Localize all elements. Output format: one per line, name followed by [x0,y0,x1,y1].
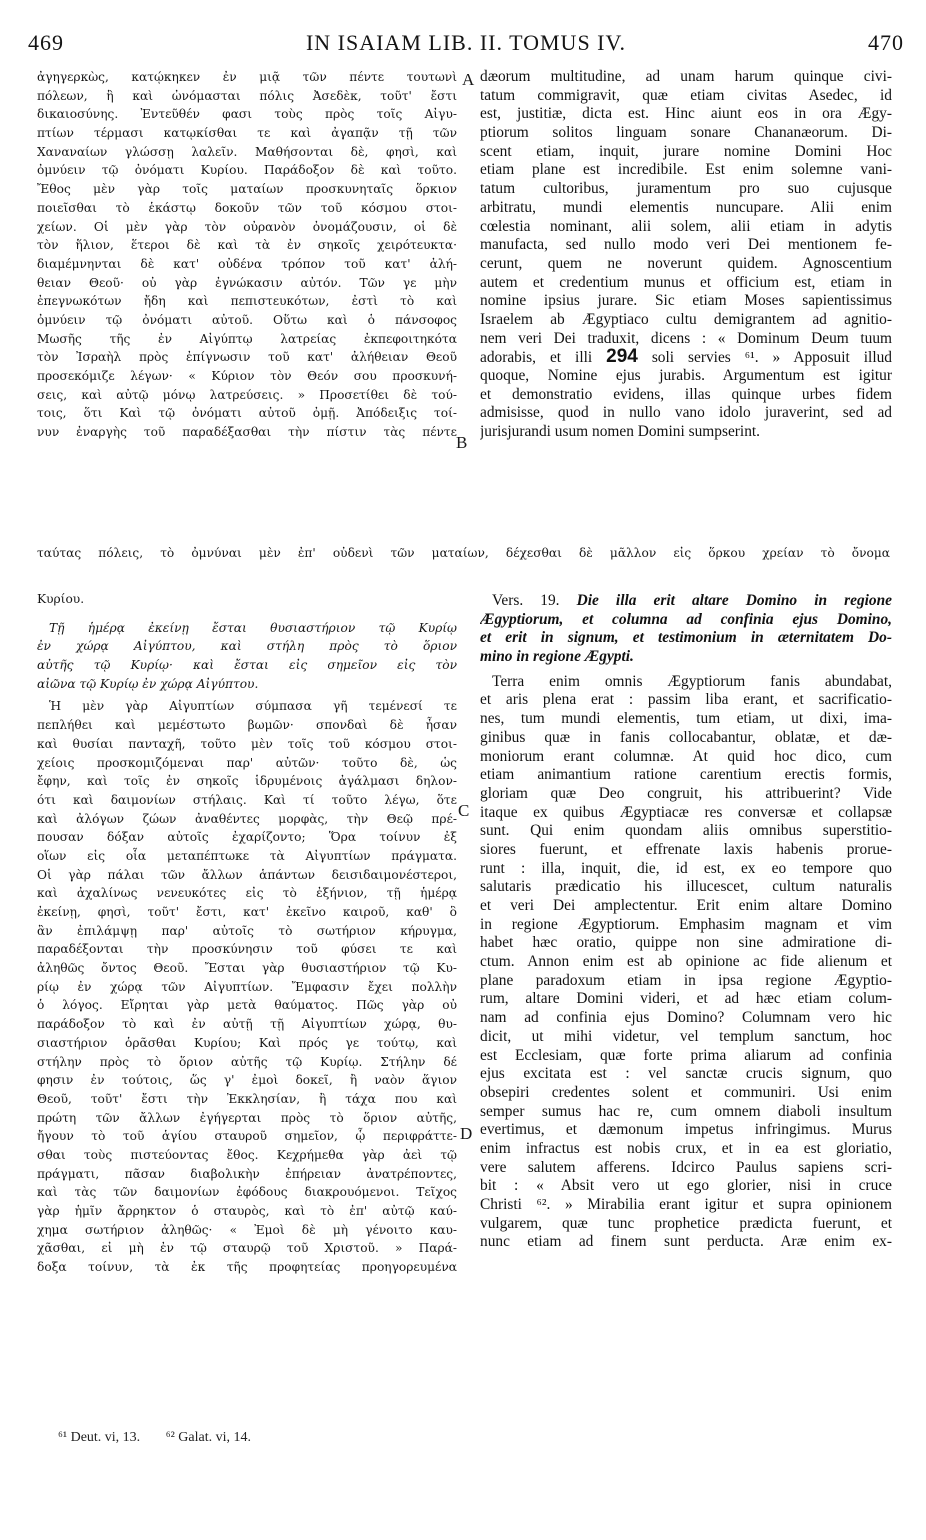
greek-line: ρίῳ ἐν χώρᾳ τῶν Αἰγυπτίων. Ἔμφασιν ἔχει πολλὴν [37,979,457,994]
greek-line: δικαιοσύνης. Ἐντεῦθέν φασι τοὺς πρὸς τοῖς Αἰγυ- [37,107,457,122]
greek-line: ἂν ἐπιλάμψῃ παρ' αὐτοῖς τὸ σωτήριον κήρυγμα, [37,923,457,938]
greek-line: Ἡ μὲν γὰρ Αἰγυπτίων σύμπασα γῆ τεμένεσί τε [49,699,457,714]
latin-line: ejus excitata est : vel sanctæ crucis signum, quo [480,1065,892,1083]
greek-lemma-line: ἐν χώρᾳ Αἰγύπτου, καὶ στήλη πρὸς τὸ ὅριον [37,639,457,654]
greek-line: χείων. Οἱ μὲν γὰρ τὸν οὐρανὸν ὀνομάζουσιν, οἱ δὲ [37,219,457,234]
greek-line: καὶ θυσίαι πανταχῆ, τοῦτο μὲν τοῖς τοῦ κόσμου στοι- [37,736,457,751]
greek-line: παραδέξονται τὴν προσκύνησιν τοῦ φύσει τε καὶ [37,942,457,957]
greek-line: ἐπεγνωκότων ἤδη καὶ πεπιστευκότων, ἐστὶ τὸ καὶ [37,294,457,309]
greek-line: ότι καὶ δαιμονίων στήλαις. Καὶ τί τοῦτο λέγω, ὅτε [37,792,457,807]
page-number-left: 469 [28,30,64,55]
greek-line: Χαναναίων γλώσσῃ λαλεῖν. Μαθήσονται δὲ, φησὶ, καὶ [37,144,457,159]
latin-line: enim infractus est nobis crux, et in ea est gloriatio, [480,1139,892,1157]
latin-verse-lemma [480,592,892,667]
latin-line: ctum. Annon enim est ab opinione ac fide alienum et [480,953,892,971]
latin-line: et aris plena erat : passim liba erant, et sacrificatio- [480,691,892,709]
latin-lemma-line [480,592,892,611]
footnotes [58,1430,458,1446]
greek-commentary [37,697,457,1276]
greek-line: Ἔθος μὲν γὰρ τοῖς ματαίων προσκυνηταῖς ὅρκιον [37,182,457,197]
latin-line: Terra enim omnis Ægyptiorum fanis abundabat, [492,672,892,690]
latin-line-page-ref [480,348,892,367]
latin-line: tatum commigravit, quæ etiam civitas Asedec, id [480,86,892,104]
latin-line: plane paradoxum etiam in ipsa regione Ægyptio- [480,971,892,989]
latin-column-top [480,68,892,442]
greek-line: καὶ ἀλόγων ζώων ἀναθέντες μορφὰς, τὴν Θεῷ πρέ- [37,811,457,826]
page-number-right: 470 [868,30,904,55]
greek-line: χημα σωτήριον ἀληθῶς· « Ἐμοὶ δὲ μὴ γένοιτο καυ- [37,1222,457,1237]
latin-line: jurisjurandi usum nomen Domini sumpserint. [480,423,761,441]
greek-line: σεις, καὶ αὐτῷ μόνῳ λατρεύσεις. » Προσετίθει δὲ τού- [37,387,457,402]
greek-lemma-line: αἰῶνα τῷ Κυρίῳ ἐν χώρᾳ Αἰγύπτου. [37,676,259,691]
greek-line: Μωσῆς τῆς ἐν Αἰγύπτῳ λατρείας ἐκπεφοιτηκότα [37,331,457,346]
latin-line: nem veri Dei traduxit, dicens : « Dominum Deum tuum [480,329,892,347]
margin-marker-b: B [456,433,468,452]
margin-marker-a: A [462,70,475,89]
verse-label: Vers. 19. [492,592,560,609]
latin-line: gloriam quæ Deo congruit, his attribuerint? Vide [480,784,892,802]
latin-line: semper sumus hac re, cum omnem diaboli insultum [480,1102,892,1120]
greek-column-top [37,68,457,442]
latin-line: siores fuerunt, et effrenate laxis habenis prorue- [480,840,892,858]
latin-line: cerunt, quem ne noverunt quidem. Agnoscentium [480,254,892,272]
running-title: IN ISAIAM LIB. II. TOMUS IV. [305,30,627,55]
latin-lemma-line [480,629,892,648]
latin-line: obsepiri credentes solent et communiri. Usi enim [480,1083,892,1101]
greek-line: νυν ἐναργὴς τοῦ παραδέξασθαι τὴν πίστιν τὰς πέντε [37,425,457,440]
latin-column-bottom [480,590,892,1252]
latin-line: evertimus, et dæmonum impetus infringimus. Murus [480,1121,892,1139]
greek-line: πρώτη τῶν ἄλλων ἐγήγερται πρὸς τὸ ὅριον αὐτῆς, [37,1110,457,1125]
latin-top-tail [480,367,892,442]
latin-line: moniorum erant columnæ. At quid hoc dico, cum [480,747,892,765]
greek-line: ἀγηγερκὼς, κατῴκηκεν ἐν μιᾷ τῶν πέντε τουτωνὶ [37,70,457,84]
latin-line: manufacta, sed nullo modo veri Dei mentionem fe- [480,236,892,254]
greek-lemma [37,619,457,694]
latin-line: ginibus quæ in fanis collocabantur, oblatæ, et dæ- [480,728,892,746]
latin-line: tatum cultoribus, juramentum pro suo cujusque [480,180,892,198]
latin-line: Israelem ab Ægyptiaco cultu demigrantem ad agnitio- [480,310,892,328]
greek-line: ὀμνύειν τῷ ὀνόματι Κυρίου. Παράδοξον δὲ καὶ τοῦτο. [37,163,457,178]
latin-text: adorabis, et illi [480,349,607,367]
latin-line: Christi ⁶². » Mirabilia erant igitur et supra opinionem [480,1196,892,1213]
greek-line: καὶ τὰς τῶν δαιμονίων ἐφόδους διακρουόμενοι. Τεῖχος [37,1185,457,1200]
latin-line: cœlestia nominant, alii solem, alii etiam in adytis [480,217,892,235]
latin-line: est Ecclesiam, quæ forte prima aliarum ad confinia [480,1046,892,1064]
latin-line: runt : illa, inquit, die, id est, ex eo tempore quo [480,859,892,877]
greek-line: πράγματι, πᾶσαν διαβολικὴν ἐπήρειαν ἀνατρέποντες, [37,1166,457,1181]
latin-line: etiam plane est incredibile. Est enim solemne vani- [480,161,892,179]
latin-line: arbitratu, mundi elementis nuncupare. Alii enim [480,198,892,216]
greek-line: Κυρίου. [37,592,85,606]
latin-top-lines [480,68,892,348]
latin-line: etiam animantium ratione carentium erectis formis, [480,766,892,784]
latin-text: soli servies ⁶¹. » Apposuit illud [637,349,892,367]
greek-line: καὶ ἀχαλίνως νενευκότες εἰς τὸ ἐξήνιον, τῇ ἡμέρᾳ [37,886,457,901]
edition-page-number: 294 [606,348,638,367]
running-header [28,30,904,60]
greek-line: ποιεῖσθαι τὸ ἑκάστῳ δοκοῦν τῶν τοῦ κόσμου στοι- [37,200,457,215]
latin-line: habet hæc oratio, quippe non sine admiratione di- [480,934,892,952]
latin-line: et demonstratio evidens, illas quinque urbes fidem [480,385,892,403]
latin-lemma-text: Die illa erit altare Domino in regione [559,592,892,609]
latin-line: nomine ipsius jurare. Sic etiam Moses sapientissimus [480,292,892,310]
latin-lemma-line [480,648,892,667]
latin-line: salutaris prædicatio his illucescet, cultum naturalis [480,878,892,896]
latin-line: quoque, Nomine ejus jurabis. Argumentum est igitur [480,367,892,384]
greek-line: ἀληθῶς ὄντος Θεοῦ. Ἔσται γὰρ θυσιαστήριον τῷ Κυ- [37,961,457,976]
greek-line: πτίων τέρμασι κατῳκίσθαι τε καὶ ἀγαπᾷν τῇ τῶν [37,126,457,141]
latin-line: scent etiam, inquit, jurare nomine Domini Hoc [480,142,892,160]
latin-lemma-text: et erit in signum, et testimonium in æternitatem Do- [480,629,892,647]
greek-line: ἤγουν τὸ τοῦ ἁγίου σταυροῦ σημεῖον, ᾧ περιφράττε- [37,1129,457,1144]
greek-line: χείοις προσκομιζόμεναι παρ' αὐτῶν· τοῦτο δὲ, ὡς [37,755,457,770]
latin-line: vulgarem, quæ tunc prophetice prædicta fuerunt, et [480,1214,892,1232]
greek-line: Οἱ γὰρ πάλαι τῶν ἄλλων ἁπάντων δεισιδαιμονέστεροι, [37,867,457,882]
latin-commentary [480,673,892,1252]
greek-full-width-line [37,544,890,563]
greek-line: διαμέμνηνται δὲ κατ' οὐδένα τρόπον τοῦ κατ' ἀλή- [37,256,457,271]
greek-line: τὸν ἥλιον, ἕτεροι δὲ καὶ τὰ ἐν σηκοῖς χειρότευκτα· [37,238,457,253]
greek-line: ὀμνύειν τῷ ὀνόματι αὐτοῦ. Οὕτω καὶ ὁ πάνσοφος [37,312,457,327]
latin-line: est, justitiæ, dicta est. Hinc aiunt eos in ora Ægy- [480,105,892,123]
greek-lemma-line: αὐτῆς τῷ Κυρίῳ· καὶ ἔσται εἰς σημεῖον εἰς τὸν [37,658,457,673]
greek-line: ἐκείνῃ, φησὶ, τοῦτ' ἔστι, κατ' ἐκεῖνο καιροῦ, καθ' ὃ [37,905,457,919]
latin-line: vere salutem afferens. Idcirco Paulus sapiens scri- [480,1158,892,1176]
greek-line: γὰρ ἡμῖν ἄρρηκτον ὁ σταυρὸς, καὶ τὸ ἐπ' αὐτῷ καύ- [37,1204,457,1218]
latin-line: in regione Ægyptiorum. Emphasim magnam et vim [480,915,892,933]
latin-line: nam ad confinia ejus Domino? Columnam vero hic [480,1009,892,1027]
latin-lemma-text: Ægyptiorum, et columna ad confinia ejus Domino, [480,610,892,628]
latin-lemma-line [480,611,892,630]
greek-line: σιαστήριον ὁρᾶσθαι Κυρίου; Καὶ πρός γε τούτῳ, καὶ [37,1035,457,1050]
latin-line: itaque ex quibus Ægyptiacæ res conversæ et collapsæ [480,803,892,821]
greek-lemma-line: Τῇ ἡμέρᾳ ἐκείνῃ ἔσται θυσιαστήριον τῷ Κυρίῳ [49,620,457,635]
latin-line: ptiorum solitos linguam sonare Chananæorum. Di- [480,124,892,142]
greek-line: δοξα τοίνυν, τὰ ἐκ τῆς προφητείας προηγορευμένα [37,1260,457,1275]
greek-line: οἵων εἰς οἷα μεταπέπτωκε τὰ Αἰγυπτίων πράγματα. [37,848,457,863]
latin-line: bit : « Absit vero ut ego glorier, nisi in cruce [480,1177,892,1195]
latin-line: admisisse, quod in nullo vano idolo juraverint, sed ad [480,404,892,422]
greek-line: φησιν ἐν τούτοις, ὥς γ' ἐμοὶ δοκεῖ, ἢ ναὸν ἅγιον [37,1073,457,1088]
greek-line: τοις, ὅτι Καὶ τῷ ὀνόματι αὐτοῦ ὀμῇ. Ἀπόδειξις τοί- [37,406,457,421]
latin-line: dicit, ut mihi videtur, vel templum sanctum, hoc [480,1027,892,1045]
latin-line: nunc etiam ad finem sunt perducta. Aræ enim ex- [480,1233,892,1251]
greek-line: πόλεων, ἣ καὶ ὠνόμασται πόλις Ἀσεδὲκ, τοῦτ' ἔστι [37,88,457,103]
latin-line: sunt. Qui enim quondam aliis omnibus superstitio- [480,822,892,840]
greek-line: τὸν Ἰσραὴλ πρὸς ἐπίγνωσιν τοῦ κατ' ἀλήθειαν Θεοῦ [37,350,457,365]
latin-line: autem et credentium munus et officium est, etiam in [480,273,892,291]
footnote: ⁶² Galat. vi, 14. [165,1430,251,1445]
greek-column-bottom [37,590,457,1277]
margin-marker-d: D [460,1124,473,1143]
greek-line: προσεκόμιζε λέγων· « Κύριον τὸν Θεόν σου προσκυνή- [37,369,457,383]
footnote: ⁶¹ Deut. vi, 13. [58,1430,141,1445]
margin-marker-c: C [458,801,470,820]
greek-line: στήλην πρὸς τὸ ὅριον αὐτῆς τῷ Κυρίῳ. Στήλην δέ [37,1054,457,1069]
greek-line: ἔφην, καὶ τοῖς ἐν σηκοῖς ἱδρυμένοις ἀγάλμασι δηλον- [37,774,457,789]
greek-line: Θεοῦ, τοῦτ' ἔστι τὴν Ἐκκλησίαν, ἢ τάχα που καὶ [37,1091,457,1106]
greek-line: χᾶσθαι, εἰ μὴ ἐν τῷ σταυρῷ τοῦ Χριστοῦ. » Παρά- [37,1241,457,1256]
greek-line: ὁ λόγος. Εἴρηται γὰρ μετὰ θαύματος. Πῶς γὰρ οὐ [37,998,457,1013]
greek-line: πεπλήθει καὶ μεμέστωτο βωμῶν· σπονδαὶ δὲ ἦσαν [37,718,457,733]
greek-line: πουσαν δόξαν αὐτοῖς ἐχαρίζοντο; Ὅρα τοίνυν ἐξ [37,830,457,845]
greek-line: ταύτας πόλεις, τὸ ὀμνύναι μὲν ἐπ' οὐδενὶ τῶν ματαίων, δέχεσθαι δὲ μᾶλλον εἰς ὅρκου χρείαν τὸ ὄνομα [37,546,890,560]
greek-line: θειαν Θεοῦ· οὐ γὰρ ἐγνώκασιν αὐτόν. Τῶν γε μὴν [37,275,457,290]
latin-line: rum, altare Domini videri, et ad hæc etiam colum- [480,990,892,1008]
latin-line: dæorum multitudine, ad unam harum quinque civi- [480,68,892,85]
latin-line: et veri Dei amplectentur. Erit enim altare Domino [480,897,892,914]
greek-line: σθαι τοὺς πιστεύοντας ἔθος. Κεχρήμεθα γὰρ ἀεὶ τῷ [37,1147,457,1162]
latin-line: nes, tum mundi elementis, tum etiam, ut dixi, ima- [480,710,892,728]
latin-lemma-text: mino in regione Ægypti. [480,648,634,666]
greek-line: παράδοξον τὸ καὶ ἐν αὐτῇ τῇ Αἰγυπτίων χώρᾳ, θυ- [37,1017,457,1032]
